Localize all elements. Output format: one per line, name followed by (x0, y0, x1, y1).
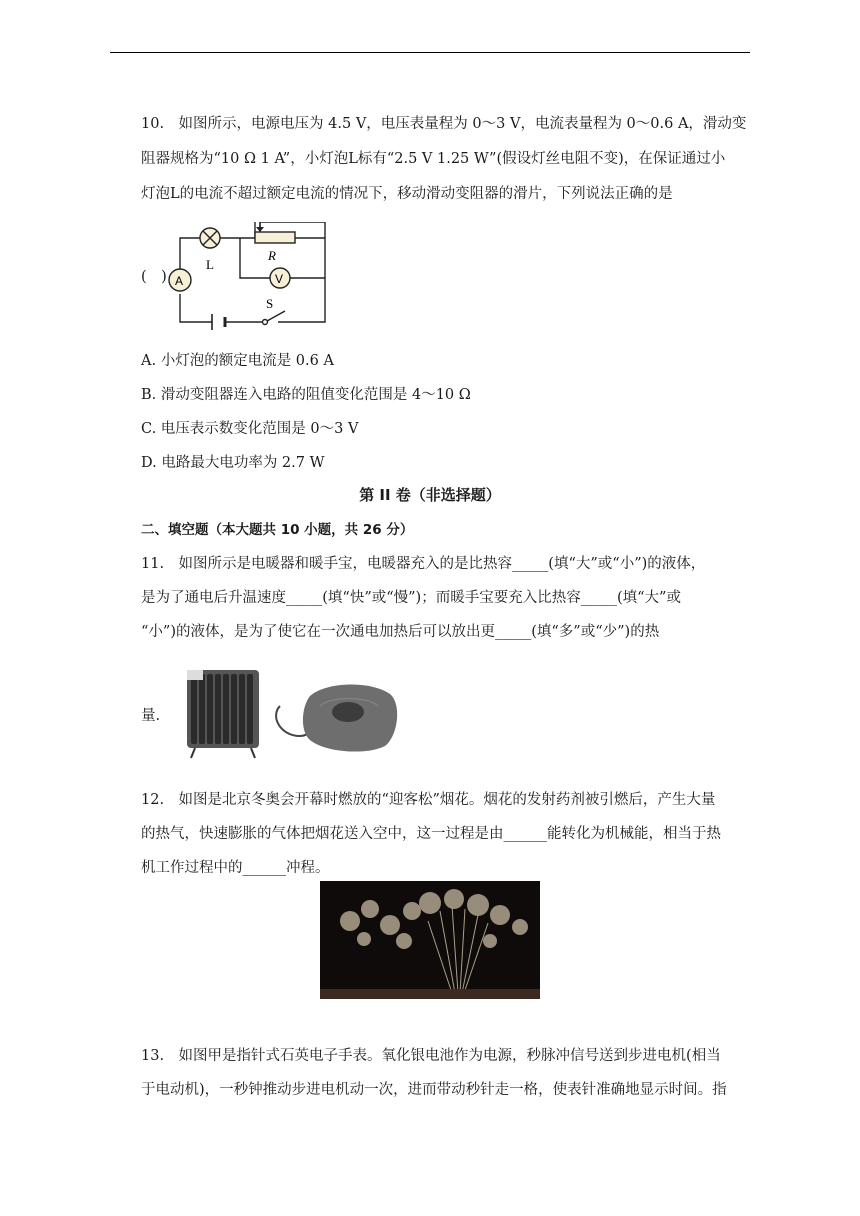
q10-line-3: 灯泡L的电流不超过额定电流的情况下，移动滑动变阻器的滑片，下列说法正确的是 (141, 186, 673, 202)
circuit-diagram (160, 222, 340, 334)
q12-line-2: 的热气，快速膨胀的气体把烟花送入空中，这一过程是由______能转化为机械能，相当于热 (141, 826, 721, 842)
q11-line-1: 11. 如图所示是电暖器和暖手宝，电暖器充入的是比热容_____(填“大”或“小”)的液体， (141, 556, 706, 572)
q10-option-b[interactable]: B. 滑动变阻器连入电路的阻值变化范围是 4～10 Ω (141, 387, 471, 403)
hand-warmer-image (270, 676, 400, 754)
q11-line-2: 是为了通电后升温速度_____(填“快”或“慢”)；而暖手宝要充入比热容_____(填“大”或 (141, 590, 681, 606)
ammeter-label: A (175, 274, 184, 288)
q11-line-4: 量. (141, 708, 161, 724)
header-rule (110, 52, 750, 53)
voltmeter-label: V (275, 272, 284, 286)
q10-option-a[interactable]: A. 小灯泡的额定电流是 0.6 A (141, 353, 334, 369)
oil-heater-image (183, 664, 263, 760)
lamp-label: L (206, 257, 214, 272)
rheostat-symbol (255, 222, 295, 243)
q10-option-c[interactable]: C. 电压表示数变化范围是 0～3 V (141, 421, 359, 437)
battery-symbol (212, 314, 225, 330)
q10-answer-paren: ( ) (141, 269, 167, 285)
q13-line-1: 13. 如图甲是指针式石英电子手表。氧化银电池作为电源，秒脉冲信号送到步进电机(相当 (141, 1048, 721, 1064)
q13-line-2: 于电动机)，一秒钟推动步进电机动一次，进而带动秒针走一格，使表针准确地显示时间。指 (141, 1082, 727, 1098)
switch-label: S (266, 296, 274, 311)
section-title: 第 II 卷（非选择题） (359, 486, 501, 504)
lamp-symbol (200, 228, 220, 248)
q11-line-3: “小”)的液体，是为了使它在一次通电加热后可以放出更_____(填“多”或“少”)的热 (141, 624, 660, 640)
section-subtitle: 二、填空题（本大题共 10 小题，共 26 分） (141, 522, 414, 538)
q12-line-3: 机工作过程中的______冲程。 (141, 860, 330, 876)
fireworks-photo (320, 881, 540, 999)
q10-line-2: 阻器规格为“10 Ω 1 A”，小灯泡L标有“2.5 V 1.25 W”(假设灯丝电阻不变)，在保证通过小 (141, 151, 726, 167)
q10-line-1: 10. 如图所示，电源电压为 4.5 V，电压表量程为 0～3 V，电流表量程为 0～0.6 A，滑动变 (141, 116, 747, 132)
q10-option-d[interactable]: D. 电路最大电功率为 2.7 W (141, 455, 325, 471)
rheostat-label: R (268, 248, 276, 263)
q12-line-1: 12. 如图是北京冬奥会开幕时燃放的“迎客松”烟花。烟花的发射药剂被引燃后，产生大量 (141, 792, 716, 808)
